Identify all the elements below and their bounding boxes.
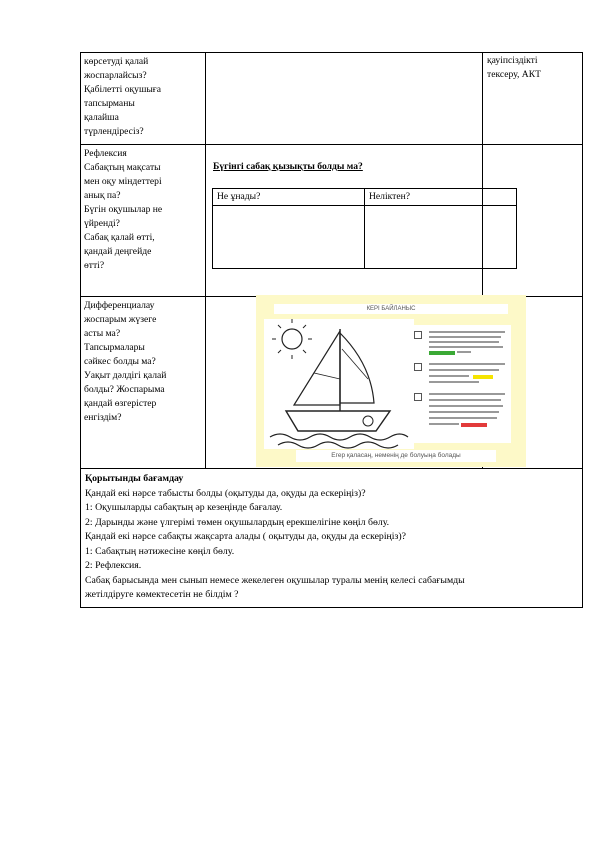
text-line: 2: Рефлексия. [85, 560, 142, 571]
summary-assessment-cell [81, 469, 583, 608]
text-line: жетілдіруге көмектесетін не білдім ? [85, 589, 239, 600]
text-line: үйренді? [84, 218, 120, 229]
empty-cell [483, 145, 583, 297]
text-line: Тапсырмалары [84, 342, 145, 353]
text-line: анық па? [84, 190, 121, 201]
text-line: Сабақ қалай өтті, [84, 232, 155, 243]
text-line: Бүгін оқушылар не [84, 204, 163, 215]
image-caption: Егер қаласаң, неменің де болуыңа болады [296, 450, 496, 462]
text-line: қандай деңгейде [84, 246, 152, 257]
text-line: тексеру, АКТ [487, 69, 541, 80]
checkbox-icon [414, 393, 422, 401]
planning-question-cell [81, 53, 206, 145]
text-line: Қандай екі нәрсе сабақты жақсарта алады ( оқытуды да, оқуды да ескеріңіз)? [85, 531, 406, 542]
text-line: тапсырманы [84, 98, 135, 109]
text-line: түрлендіресіз? [84, 126, 144, 137]
text-line: қандай өзгерістер [84, 398, 157, 409]
text-line: болды? Жоспарыма [84, 384, 165, 395]
text-line: 2: Дарынды және үлгерімі төмен оқушылардың ерекшелігіне көңіл бөлу. [85, 516, 390, 528]
feedback-image-cell [206, 297, 483, 469]
text-line: Қандай екі нәрсе табысты болды (оқытуды да, оқуды да ескеріңіз)? [85, 487, 366, 499]
text-line: Рефлексия [84, 148, 127, 159]
image-banner: КЕРІ БАЙЛАНЫС [274, 304, 508, 314]
reflection-content-cell [206, 145, 483, 297]
summary-heading: Қорытынды бағамдау [85, 473, 184, 484]
text-line: асты ма? [84, 328, 121, 339]
text-line: 1: Оқушыларды сабақтың әр кезеңінде бағалау. [85, 502, 283, 513]
table-row [81, 469, 583, 608]
text-line: Сабақтың мақсаты [84, 162, 161, 173]
text-line: Сабақ барысында мен сынып немесе жекелеген оқушылар туралы менің келесі сабағымды [85, 574, 465, 586]
lesson-plan-table [80, 52, 583, 608]
liked-header: Не ұнады? [213, 189, 365, 206]
red-highlight [461, 423, 487, 427]
text-line: көрсетуді қалай [84, 56, 149, 67]
text-line: өтті? [84, 260, 105, 271]
liked-answer-cell [213, 206, 365, 269]
empty-cell [206, 53, 483, 145]
sailboat-illustration [264, 319, 414, 449]
checkbox-icon [414, 363, 422, 371]
why-header: Неліктен? [365, 189, 517, 206]
text-line: жоспарым жүзеге [84, 314, 157, 325]
text-line: қалайша [84, 112, 119, 123]
text-line: енгіздім? [84, 412, 122, 423]
instructions-panel [411, 325, 511, 443]
checkbox-icon [414, 331, 422, 339]
text-line: 1: Сабақтың нәтижесіне көңіл бөлу. [85, 545, 235, 557]
text-line: сәйкес болды ма? [84, 356, 156, 367]
text-line: Қабілетті оқушыға [84, 84, 161, 95]
text-line: жоспарлайсыз? [84, 70, 147, 81]
text-line: Дифференциалау [84, 300, 155, 311]
table-row [81, 145, 583, 297]
table-row [81, 297, 583, 469]
yellow-highlight [473, 375, 493, 379]
green-highlight [429, 351, 455, 355]
differentiation-cell [81, 297, 206, 469]
text-line: Уақыт дәлдігі қалай [84, 370, 167, 381]
reflection-question: Бүгінгі сабақ қызықты болды ма? [213, 161, 363, 172]
text-line: қауіпсіздікті [487, 55, 538, 66]
reflection-cell [81, 145, 206, 297]
feedback-image [256, 295, 526, 467]
text-line: мен оқу міндеттері [84, 176, 162, 187]
safety-check-text [487, 54, 582, 82]
feedback-table [212, 188, 517, 269]
